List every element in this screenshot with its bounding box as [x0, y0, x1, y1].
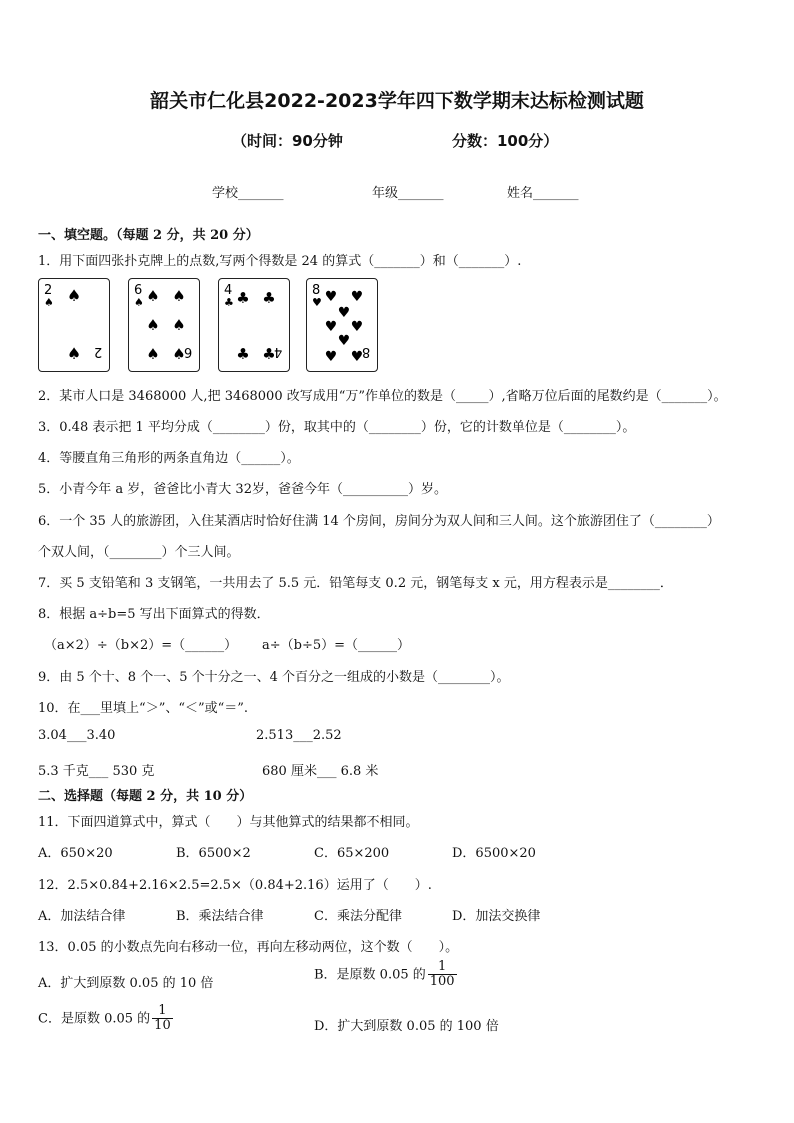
- question-7: 7．买 5 支铅笔和 3 支钢笔，一共用去了 5.5 元．铅笔每支 0.2 元，钢笔每支 x 元，用方程表示是________．: [38, 576, 673, 591]
- section-fill-title: 一、填空题。（每题 2 分，共 20 分）: [38, 228, 259, 243]
- heart-icon: ♥: [337, 305, 351, 321]
- spade-icon: ♠: [146, 345, 160, 363]
- heart-icon: ♥: [312, 296, 322, 309]
- card-4-club-image: [219, 279, 289, 371]
- question-3: 3．0.48 表示把 1 平均分成（________）份，取其中的（________）份，它的计数单位是（________）。: [38, 420, 636, 435]
- heart-icon: ♥: [324, 319, 338, 335]
- question-6-line2: 个双人间，（________）个三人间。: [38, 545, 240, 560]
- heart-icon: ♥: [324, 349, 338, 365]
- heart-icon: ♥: [350, 349, 364, 365]
- question-12-option-d: D．加法交换律: [452, 909, 541, 924]
- club-icon: ♣: [262, 345, 276, 363]
- question-11-option-a: A．650×20: [38, 846, 113, 861]
- question-12-option-c: C．乘法分配律: [314, 909, 402, 924]
- card-rank-top: 8: [312, 283, 321, 298]
- question-1: 1．用下面四张扑克牌上的点数,写两个得数是 24 的算式（_______）和（_______）.: [38, 254, 522, 269]
- name-field: 姓名_______: [507, 186, 579, 201]
- card-rank-bottom: 2: [94, 344, 103, 359]
- club-icon: ♣: [236, 289, 250, 307]
- fraction-one-hundredth: $\frac{1}{100}$: [429, 959, 455, 990]
- question-12-option-b: B．乘法结合律: [176, 909, 264, 924]
- card-6-spade: [128, 278, 200, 372]
- grade-field: 年级_______: [372, 186, 444, 201]
- spade-icon: ♠: [44, 296, 54, 309]
- question-11-option-c: C．65×200: [314, 846, 390, 861]
- question-6-line1: 6．一个 35 人的旅游团，入住某酒店时恰好住满 14 个房间，房间分为双人间和三人间。这个旅游团住了（________）: [38, 514, 720, 529]
- spade-icon: ♠: [172, 316, 186, 334]
- club-icon: ♣: [262, 289, 276, 307]
- question-11: 11．下面四道算式中，算式（ ）与其他算式的结果都不相同。: [38, 815, 419, 830]
- spade-icon: ♠: [134, 296, 144, 309]
- question-8-expr-a: （a×2）÷（b×2）=（______）: [44, 638, 238, 653]
- spade-icon: ♠: [146, 316, 160, 334]
- question-11-option-d: D．6500×20: [452, 846, 536, 861]
- question-11-option-b: B．6500×2: [176, 846, 251, 861]
- question-4: 4．等腰直角三角形的两条直角边（______）。: [38, 451, 300, 466]
- question-12: 12．2.5×0.84+2.16×2.5=2.5×（0.84+2.16）运用了（ ）.: [38, 878, 432, 893]
- heart-icon: ♥: [337, 333, 351, 349]
- heart-icon: ♥: [324, 289, 338, 305]
- question-8: 8．根据 a÷b=5 写出下面算式的得数．: [38, 607, 270, 622]
- exam-score: 分数：100分）: [452, 132, 559, 150]
- question-10-d: 680 厘米___ 6.8 米: [262, 764, 379, 779]
- spade-icon: ♠: [66, 344, 82, 363]
- card-2-spade: [38, 278, 110, 372]
- card-rank-top: 4: [224, 283, 233, 298]
- card-rank-bottom: 4: [274, 344, 283, 359]
- question-2: 2．某市人口是 3468000 人,把 3468000 改写成用“万”作单位的数是（_____）,省略万位后面的尾数约是（_______）。: [38, 389, 727, 404]
- question-10-c: 5.3 千克___ 530 克: [38, 764, 155, 779]
- card-rank-top: 2: [44, 283, 53, 298]
- question-13-option-c-text: C．是原数 0.05 的: [38, 1011, 151, 1027]
- question-13-option-a: A．扩大到原数 0.05 的 10 倍: [38, 976, 214, 991]
- question-12-option-a: A．加法结合律: [38, 909, 126, 924]
- spade-icon: ♠: [172, 345, 186, 363]
- question-8-expr-b: a÷（b÷5）=（______）: [262, 638, 411, 653]
- spade-icon: ♠: [172, 287, 186, 305]
- club-icon: ♣: [236, 345, 250, 363]
- card-2-spade-image: [39, 279, 109, 371]
- spade-icon: ♠: [66, 286, 82, 305]
- card-8-heart: [306, 278, 378, 372]
- question-9: 9．由 5 个十、8 个一、5 个十分之一、4 个百分之一组成的小数是（________）。: [38, 670, 510, 685]
- question-13-option-c: [38, 1004, 173, 1034]
- card-rank-top: 6: [134, 283, 143, 298]
- question-10-a: 3.04___3.40: [38, 728, 116, 743]
- card-rank-bottom: 6: [184, 344, 193, 359]
- section-choice-title: 二、选择题（每题 2 分，共 10 分）: [38, 789, 253, 804]
- school-field: 学校_______: [212, 186, 284, 201]
- fraction-one-tenth: $\frac{1}{10}$: [154, 1003, 171, 1034]
- question-13-option-d: D．扩大到原数 0.05 的 100 倍: [314, 1019, 499, 1034]
- question-10-b: 2.513___2.52: [256, 728, 342, 743]
- card-6-spade-image: [129, 279, 199, 371]
- exam-time: （时间：90分钟: [232, 132, 343, 150]
- heart-icon: ♥: [350, 289, 364, 305]
- exam-title: 韶关市仁化县2022-2023学年四下数学期末达标检测试题: [150, 90, 644, 112]
- question-13-option-b-text: B．是原数 0.05 的: [314, 967, 426, 983]
- card-4-club: [218, 278, 290, 372]
- heart-icon: ♥: [350, 319, 364, 335]
- question-5: 5．小青今年 a 岁，爸爸比小青大 32岁，爸爸今年（__________）岁。: [38, 482, 447, 497]
- question-13-option-b: [314, 960, 457, 990]
- question-10: 10．在___里填上“＞”、“＜”或“＝”.: [38, 701, 249, 716]
- question-13: 13．0.05 的小数点先向右移动一位，再向左移动两位，这个数（ ）。: [38, 940, 459, 955]
- spade-icon: ♠: [146, 287, 160, 305]
- card-8-heart-image: [307, 279, 377, 371]
- card-rank-bottom: 8: [362, 344, 371, 359]
- club-icon: ♣: [224, 296, 234, 309]
